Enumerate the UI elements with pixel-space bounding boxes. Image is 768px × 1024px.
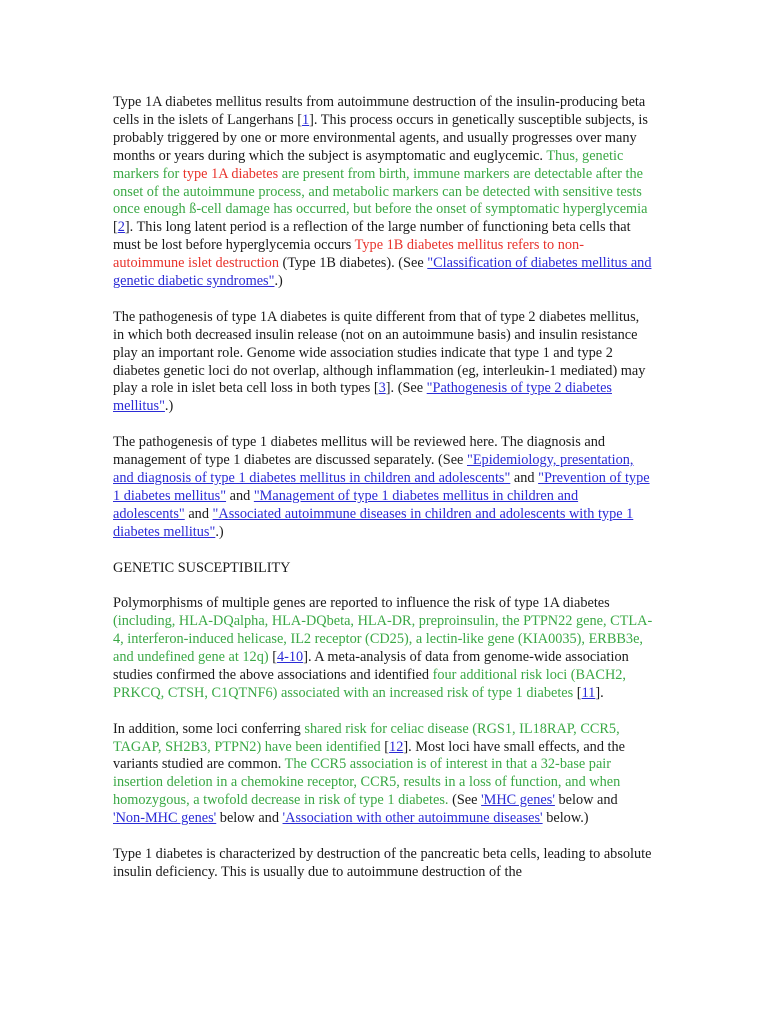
text: The pathogenesis of type 1A diabetes is quite different from that of type 2 diabetes mellitus, in which both decreased insulin release (not on an autoimmune basis) and insulin resistance play an important role. Genome wide association studies indicate that type 1 and type 2 diabetes genetic loci do not overlap, although inflammation (eg, interleukin-1 mediated) may play a role in islet beta cell loss in both types [ [113,308,646,397]
text: and [184,505,213,522]
paragraph-celiac-loci [113,721,653,828]
reference-link-3[interactable]: 3 [378,380,386,397]
paragraph-type1a-intro [113,94,653,291]
text: ]. Most loci have small effects, and the variants studied are common. [113,738,626,773]
text: ]. This process occurs in genetically susceptible subjects, is probably triggered by one or more environmental agents, and usually progresses over many months or years during which the subject is asymptomatic and euglycemic. [113,111,648,164]
reference-link-4-10[interactable]: 4-10 [276,649,304,666]
reference-link-12[interactable]: 12 [389,738,404,755]
text: and [510,470,539,486]
text: ]. (See [385,380,427,397]
text: Type 1 diabetes is characterized by destruction of the pancreatic beta cells, leading to absolute insulin deficiency. This is usually due to autoimmune destruction of the [113,845,652,880]
highlight-green: four additional risk loci (BACH2, PRKCQ, CTSH, C1QTNF6) associated with an increased risk of type 1 diabetes [113,666,626,701]
paragraph-polymorphisms [113,595,653,702]
paragraph-review-scope [113,434,653,541]
section-heading: GENETIC SUSCEPTIBILITY [113,559,291,576]
highlight-green: are present from birth, immune markers are detectable after the onset of the autoimmune process, and metabolic markers can be detected with sensitive tests once enough ß-cell damage has occurred, but before the onset of symptomatic hyperglycemia [113,165,648,218]
link-mhc-genes[interactable]: 'MHC genes' [481,792,555,809]
text: Polymorphisms of multiple genes are reported to influence the risk of type 1A diabetes [113,595,610,612]
highlight-green: (including, HLA-DQalpha, HLA-DQbeta, HLA-DR, preproinsulin, the PTPN22 gene, CTLA-4, interferon-induced helicase, IL2 receptor (CD25), a lectin-like gene (KIA0035), ERBB3e, and undefined gene at 12q) [113,613,653,666]
text: .) [274,273,283,290]
link-classification-of-diabetes[interactable]: "Classification of diabetes mellitus and genetic diabetic syndromes" [113,255,652,290]
link-associated-autoimmune[interactable]: "Associated autoimmune diseases in children and adolescents with type 1 diabetes mellitus" [113,505,634,540]
link-management[interactable]: "Management of type 1 diabetes mellitus in children and adolescents" [113,487,579,522]
text: [ [573,684,582,701]
highlight-red: Type 1B diabetes mellitus refers to non-autoimmune islet destruction [113,237,584,272]
link-prevention[interactable]: "Prevention of type 1 diabetes mellitus" [113,470,650,504]
reference-link-11[interactable]: 11 [581,684,596,701]
text: In addition, some loci conferring [113,720,305,737]
reference-link-1[interactable]: 1 [301,111,310,128]
text: .) [215,523,224,540]
link-pathogenesis-type2[interactable]: "Pathogenesis of type 2 diabetes mellitus" [113,380,612,415]
text: [ [380,738,390,755]
highlight-green: Thus, genetic markers for [113,147,624,182]
text: [ [268,649,277,666]
paragraph-characterization [113,846,653,882]
link-association-autoimmune[interactable]: 'Association with other autoimmune diseases' [282,810,543,827]
link-non-mhc-genes[interactable]: 'Non-MHC genes' [113,810,217,827]
highlight-green: The CCR5 association is of interest in that a 32-base pair insertion deletion in a chemokine receptor, CCR5, results in a loss of function, and when homozygous, a twofold decrease in risk of type 1 diabetes. [113,756,621,809]
text: and [226,487,254,504]
link-epidemiology[interactable]: "Epidemiology, presentation, and diagnosis of type 1 diabetes mellitus in children and adolescents" [113,452,634,486]
text: Type 1A diabetes mellitus results from autoimmune destruction of the insulin-producing beta cells in the islets of Langerhans [ [113,94,646,128]
text: (Type 1B diabetes). (See [278,255,428,272]
text: ]. [595,684,604,701]
text: [ [113,219,118,236]
text: below and [216,810,283,827]
text: ]. This long latent period is a reflection of the large number of functioning beta cells that must be lost before hyperglycemia occurs [113,219,631,254]
text: below.) [542,810,589,827]
reference-link-2[interactable]: 2 [117,219,125,236]
paragraph-pathogenesis-type2 [113,309,653,416]
highlight-red: type 1A diabetes [182,165,279,182]
text: .) [164,398,174,415]
text: below and [554,792,618,809]
highlight-green: shared risk for celiac disease (RGS1, IL18RAP, CCR5, TAGAP, SH2B3, PTPN2) have been identified [113,720,620,755]
text: (See [448,792,482,809]
document-body [113,94,653,900]
text: ]. A meta-analysis of data from genome-wide association studies confirmed the above associations and identified [113,649,629,683]
text: The pathogenesis of type 1 diabetes mellitus will be reviewed here. The diagnosis and management of type 1 diabetes are discussed separately. (See [113,434,606,469]
